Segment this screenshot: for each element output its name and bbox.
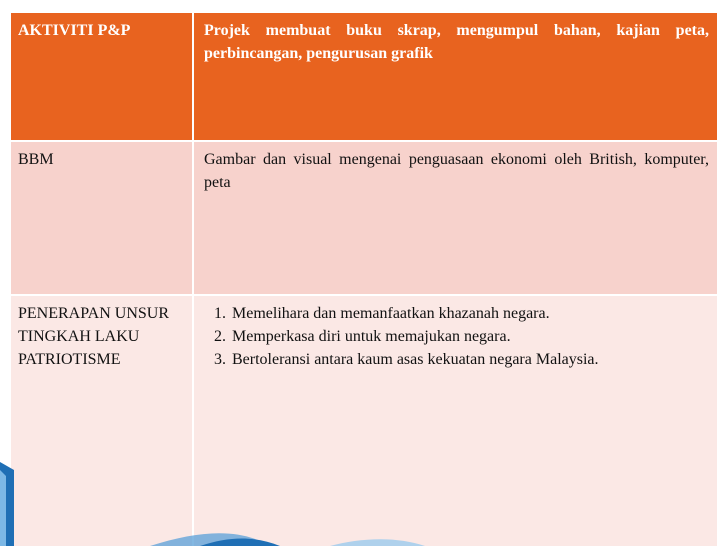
bbm-label: BBM [11,142,194,296]
list-item: 3. Bertoleransi antara kaum asas kekuatan negara Malaysia. [230,348,709,371]
list-item: 1. Memelihara dan memanfaatkan khazanah negara. [230,302,709,325]
patriotism-label: PENERAPAN UNSUR TINGKAH LAKU PATRIOTISME [11,296,194,546]
lesson-plan-table [11,13,717,546]
bbm-content: Gambar dan visual mengenai penguasaan ekonomi oleh British, komputer, peta [194,142,717,296]
activity-content: Projek membuat buku skrap, mengumpul bahan, kajian peta, perbincangan, pengurusan grafik [194,13,717,142]
list-item: 2. Memperkasa diri untuk memajukan negara. [230,325,709,348]
activity-label: AKTIVITI P&P [11,13,194,142]
patriotism-content [194,296,717,546]
patriotism-list [204,302,709,371]
